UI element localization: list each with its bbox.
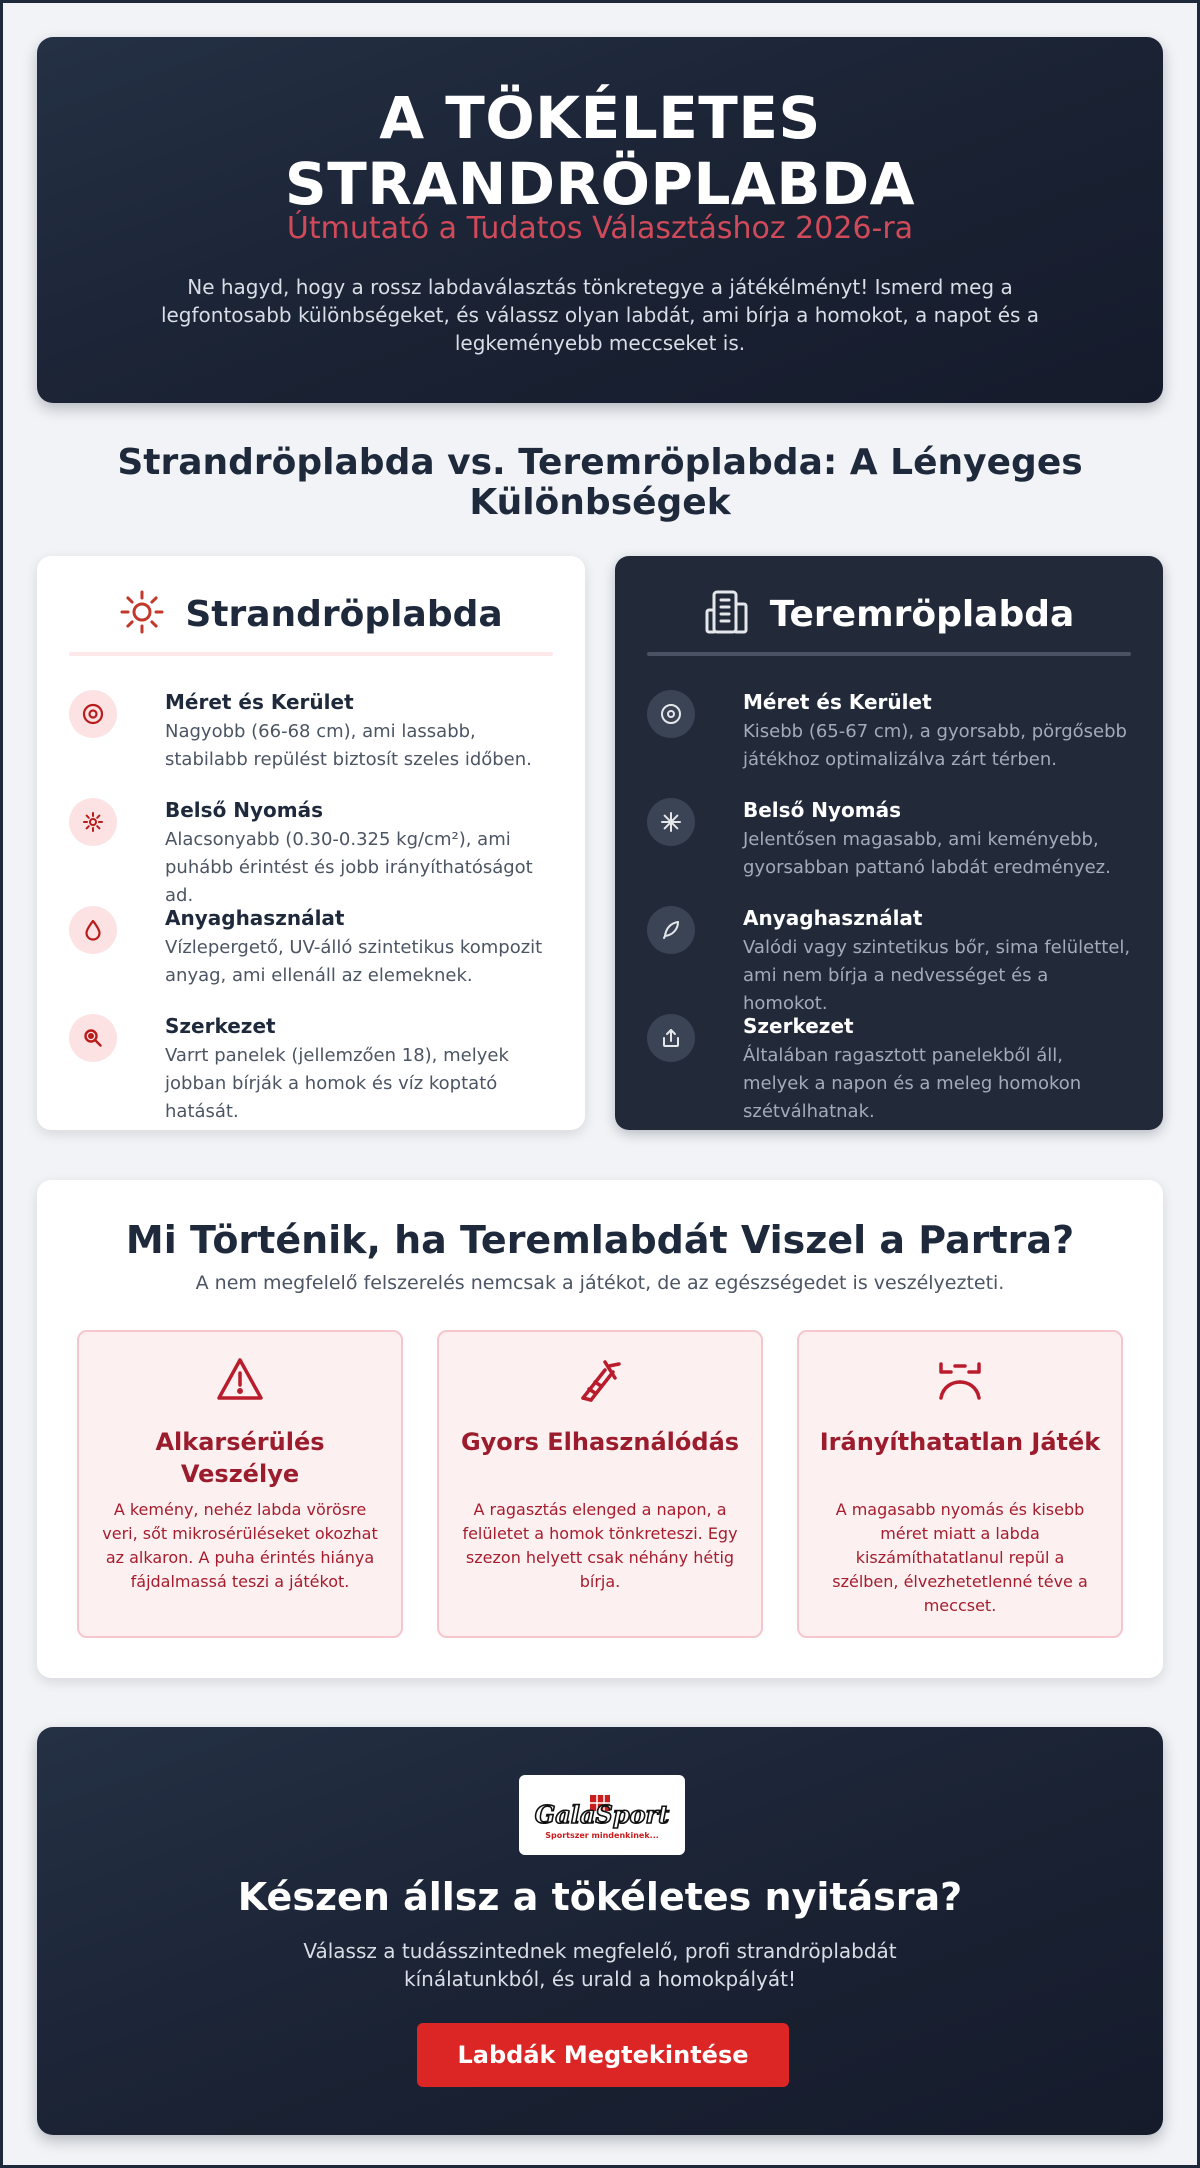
beach-card-header	[69, 586, 553, 642]
feature-item	[69, 1014, 553, 1122]
risk-text: A kemény, nehéz labda vörösre veri, sőt mikrosérüléseket okozhat az alkaron. A puha érintés hiánya fájdalmassá teszi a játékot.	[102, 1500, 378, 1591]
risk-title: Gyors Elhasználódás	[460, 1428, 740, 1456]
beach-volleyball-card	[37, 556, 585, 1130]
pressure-icon	[69, 798, 117, 846]
risk-text: A magasabb nyomás és kisebb méret miatt a labda kiszámíthatatlanul repül a szélben, élvezhetetlenné téve a meccset.	[832, 1500, 1088, 1615]
risk-text: A ragasztás elenged a napon, a felületet a homok tönkreteszi. Egy szezon helyett csak néhány hétig bírja.	[462, 1500, 738, 1591]
cta-text: Válassz a tudásszintednek megfelelő, profi strandröplabdát kínálatunkból, és urald a homokpályát!	[303, 1939, 897, 1991]
feature-title: Szerkezet	[743, 1014, 854, 1038]
feature-text: Nagyobb (66-68 cm), ami lassabb, stabilabb repülést biztosít szeles időben.	[165, 721, 532, 770]
risk-title: Alkarsérülés Veszélye	[155, 1428, 325, 1488]
logo-wordmark: GalaSport	[534, 1800, 670, 1829]
droplet-icon	[69, 906, 117, 954]
risk-card	[77, 1330, 403, 1638]
feather-icon	[647, 906, 695, 954]
feature-item	[647, 690, 1131, 780]
hero-title: A TÖKÉLETES STRANDRÖPLABDA	[284, 84, 916, 218]
indoor-volleyball-card	[615, 556, 1163, 1130]
feature-text: Valódi vagy szintetikus bőr, sima felülettel, ami nem bírja a nedvességet és a homokot.	[743, 937, 1131, 1014]
feature-item	[647, 906, 1131, 1014]
feature-item	[647, 798, 1131, 888]
indoor-card-header	[647, 586, 1131, 642]
hero-intro: Ne hagyd, hogy a rossz labdaválasztás tönkretegye a játékélményt! Ismerd meg a legfontosabb különbségeket, és válassz olyan labdát, ami bírja a homokot, a napot és a legkeményebb meccseket is.	[160, 275, 1040, 355]
consequences-section	[37, 1180, 1163, 1678]
cta-banner	[37, 1727, 1163, 2135]
feature-title: Anyaghasználat	[165, 906, 345, 930]
beach-card-title: Strandröplabda	[185, 593, 503, 635]
target-icon	[69, 690, 117, 738]
risk-card	[797, 1330, 1123, 1638]
feature-text: Jelentősen magasabb, ami keményebb, gyorsabban pattanó labdát eredményez.	[743, 829, 1111, 878]
consequences-title: Mi Történik, ha Teremlabdát Viszel a Partra?	[125, 1218, 1075, 1262]
wind-icon	[799, 1356, 1121, 1406]
broken-bandage-icon	[439, 1356, 761, 1406]
feature-text: Alacsonyabb (0.30-0.325 kg/cm²), ami puhább érintést és jobb irányíthatóságot ad.	[165, 829, 533, 906]
logo-tagline: Sportszer mindenkinek...	[545, 1831, 659, 1840]
divider	[647, 652, 1131, 656]
feature-title: Anyaghasználat	[743, 906, 923, 930]
risk-card	[437, 1330, 763, 1638]
feature-title: Belső Nyomás	[743, 798, 902, 822]
feature-title: Belső Nyomás	[165, 798, 324, 822]
galasport-logo	[519, 1775, 685, 1855]
consequences-lead: A nem megfelelő felszerelés nemcsak a játékot, de az egészségedet is veszélyezteti.	[195, 1272, 1005, 1294]
share-icon	[647, 1014, 695, 1062]
feature-text: Vízlepergető, UV-álló szintetikus kompozit anyag, ami ellenáll az elemeknek.	[165, 937, 543, 986]
building-icon	[704, 588, 750, 640]
feature-title: Méret és Kerület	[743, 690, 932, 714]
feature-item	[69, 906, 553, 996]
target-icon	[647, 690, 695, 738]
indoor-card-title: Teremröplabda	[769, 593, 1075, 635]
view-balls-button[interactable]: Labdák Megtekintése	[417, 2023, 789, 2087]
warning-icon	[79, 1356, 401, 1406]
feature-title: Méret és Kerület	[165, 690, 354, 714]
risk-title: Irányíthatatlan Játék	[819, 1428, 1101, 1456]
sun-icon	[119, 589, 165, 639]
hero-subtitle: Útmutató a Tudatos Választáshoz 2026-ra	[286, 211, 914, 246]
stitch-icon	[69, 1014, 117, 1062]
feature-item	[69, 690, 553, 780]
page	[3, 3, 1197, 2165]
comparison-title: Strandröplabda vs. Teremröplabda: A Lényeges Különbségek	[117, 442, 1083, 523]
feature-item	[69, 798, 553, 906]
pressure-icon	[647, 798, 695, 846]
feature-text: Varrt panelek (jellemzően 18), melyek jobban bírják a homok és víz koptató hatását.	[165, 1045, 509, 1122]
feature-item	[647, 1014, 1131, 1122]
divider	[69, 652, 553, 656]
cta-title: Készen állsz a tökéletes nyitásra?	[237, 1875, 963, 1919]
feature-text: Általában ragasztott panelekből áll, melyek a napon és a meleg homokon szétválhatnak.	[743, 1045, 1082, 1122]
hero-banner	[37, 37, 1163, 403]
feature-text: Kisebb (65-67 cm), a gyorsabb, pörgősebb játékhoz optimalizálva zárt térben.	[743, 721, 1127, 770]
feature-title: Szerkezet	[165, 1014, 276, 1038]
